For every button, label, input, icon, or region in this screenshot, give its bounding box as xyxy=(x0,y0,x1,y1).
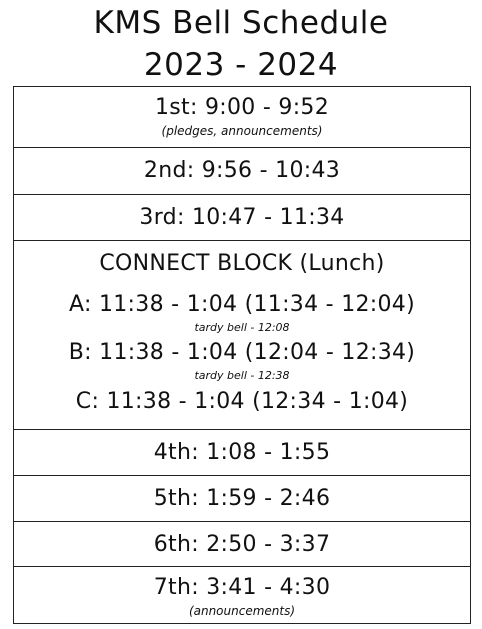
period-6-time: 6th: 2:50 - 3:37 xyxy=(153,532,331,557)
period-6-row xyxy=(14,522,470,567)
lunch-a-time: A: 11:38 - 1:04 (11:34 - 12:04) xyxy=(69,292,415,317)
lunch-b-time: B: 11:38 - 1:04 (12:04 - 12:34) xyxy=(68,340,416,365)
connect-block-heading: CONNECT BLOCK (Lunch) xyxy=(99,251,385,276)
period-1-time: 1st: 9:00 - 9:52 xyxy=(154,95,330,120)
period-7-note: (announcements) xyxy=(188,604,296,618)
bell-schedule-table xyxy=(13,86,471,624)
period-4-row xyxy=(14,430,470,476)
schedule-title: KMS Bell Schedule xyxy=(93,5,389,41)
period-4-time: 4th: 1:08 - 1:55 xyxy=(153,440,331,465)
school-year: 2023 - 2024 xyxy=(143,47,339,83)
period-5-time: 5th: 1:59 - 2:46 xyxy=(153,486,331,511)
period-1-row xyxy=(14,87,470,148)
lunch-b-tardy: tardy bell - 12:38 xyxy=(194,369,290,382)
period-3-time: 3rd: 10:47 - 11:34 xyxy=(139,205,345,230)
period-7-time: 7th: 3:41 - 4:30 xyxy=(153,575,331,600)
period-1-note: (pledges, announcements) xyxy=(161,124,323,138)
period-2-time: 2nd: 9:56 - 10:43 xyxy=(143,158,341,183)
lunch-a-tardy: tardy bell - 12:08 xyxy=(194,321,290,334)
lunch-c-time: C: 11:38 - 1:04 (12:34 - 1:04) xyxy=(75,389,409,414)
period-3-row xyxy=(14,195,470,241)
period-2-row xyxy=(14,148,470,195)
connect-block-row xyxy=(14,241,470,430)
period-5-row xyxy=(14,476,470,522)
period-7-row xyxy=(14,567,470,623)
